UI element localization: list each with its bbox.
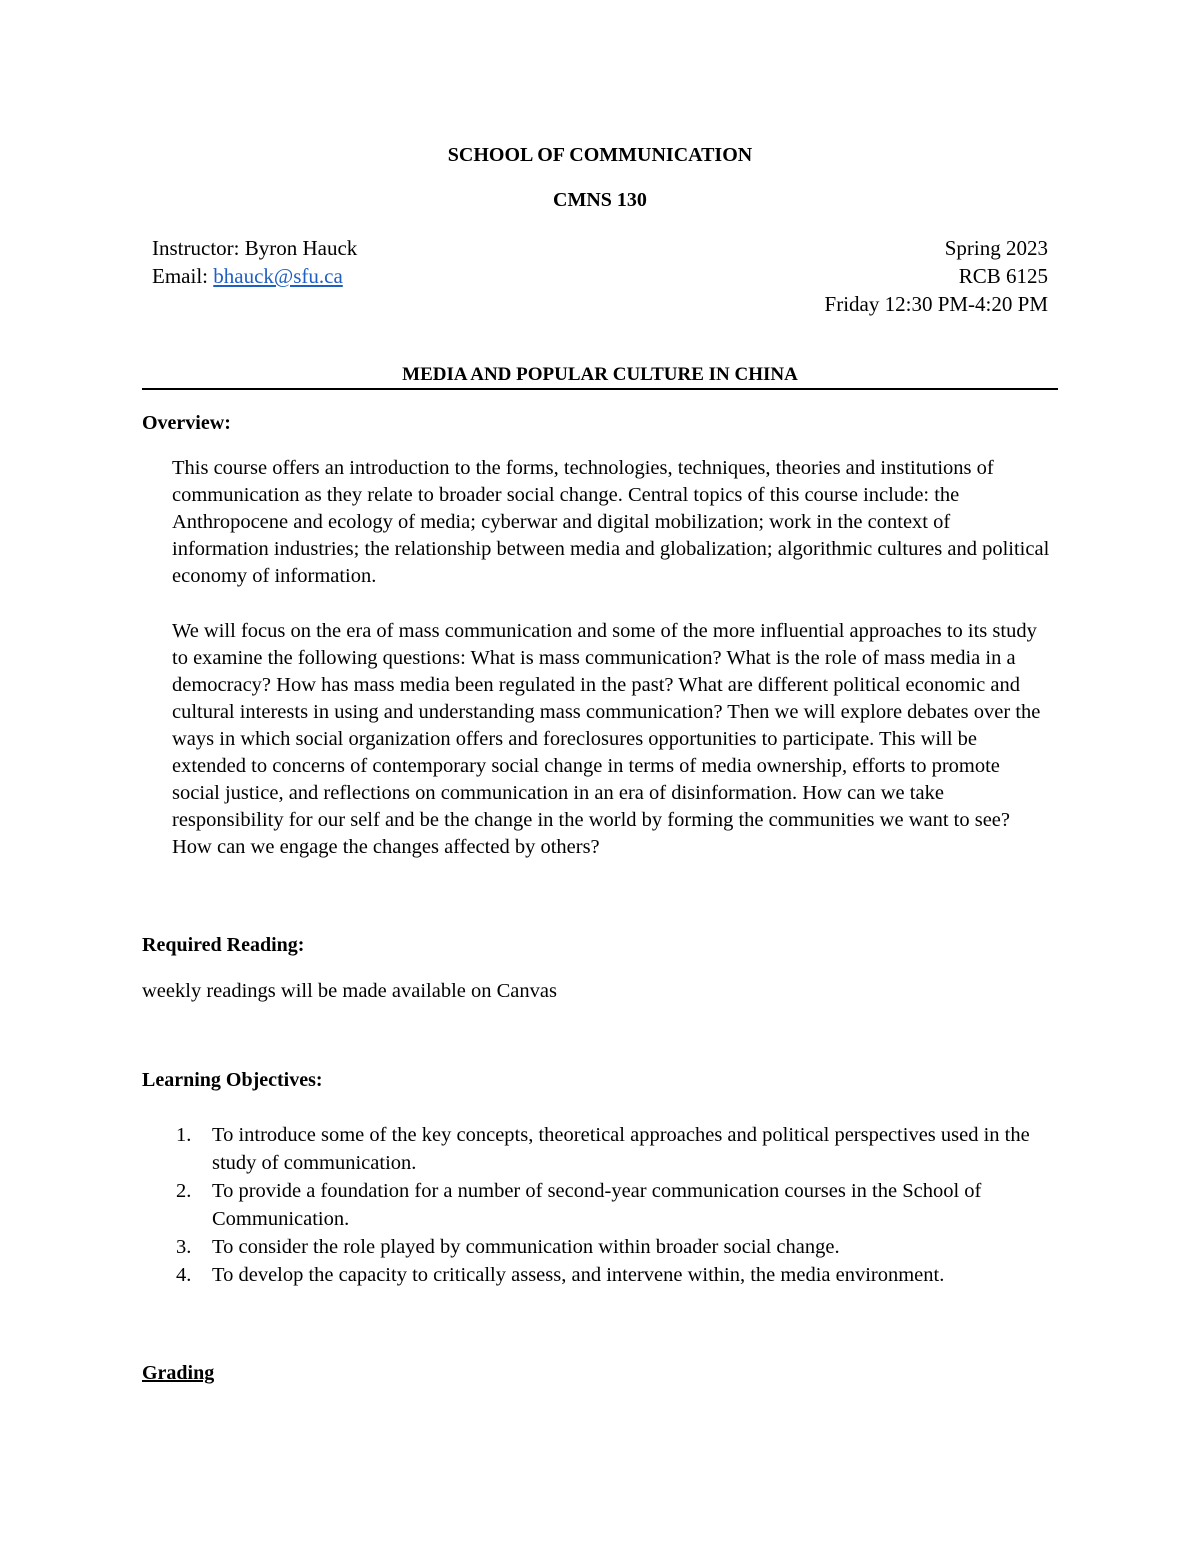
list-number: 2. <box>176 1180 192 1202</box>
email-line <box>152 262 357 290</box>
learning-objectives-heading: Learning Objectives: <box>142 1069 323 1091</box>
grading-heading: Grading <box>142 1362 215 1384</box>
list-number: 1. <box>176 1124 192 1146</box>
list-item-text: To provide a foundation for a number of second-year communication courses in the School of Communication. <box>212 1180 982 1230</box>
list-item-text: To develop the capacity to critically assess, and intervene within, the media environment. <box>212 1264 945 1286</box>
room: RCB 6125 <box>958 264 1048 288</box>
instructor-name: Instructor: Byron Hauck <box>152 236 358 260</box>
list-item <box>170 1121 1060 1177</box>
list-number: 4. <box>176 1264 192 1286</box>
overview-heading: Overview: <box>142 412 231 434</box>
list-item-text: To introduce some of the key concepts, theoretical approaches and political perspectives used in the study of communication. <box>212 1124 1030 1174</box>
required-reading-text: weekly readings will be made available on Canvas <box>142 980 557 1002</box>
term: Spring 2023 <box>944 236 1048 260</box>
list-item-text: To consider the role played by communication within broader social change. <box>212 1236 840 1258</box>
title-divider <box>142 388 1058 390</box>
class-time: Friday 12:30 PM-4:20 PM <box>824 292 1048 316</box>
schedule-info <box>825 234 1048 318</box>
course-code: CMNS 130 <box>553 189 647 211</box>
list-number: 3. <box>176 1236 192 1258</box>
email-link[interactable]: bhauck@sfu.ca <box>213 264 343 288</box>
instructor-info <box>152 234 357 290</box>
required-reading-heading: Required Reading: <box>142 934 305 956</box>
overview-paragraph-2: We will focus on the era of mass communication and some of the more influential approaches to its study to examine the following questions: What is mass communication? What is the role of mass media in a democracy? How has mass media been regulated in the past? What are different political economic and cultural interests in using and understanding mass communication? Then we will explore debates over the ways in which social organization offers and foreclosures opportunities to participate. This will be extended to concerns of contemporary social change in terms of media ownership, efforts to promote social justice, and reflections on communication in an era of disinformation. How can we take responsibility for our self and be the change in the world by forming the communities we want to see? How can we engage the changes affected by others? <box>172 620 1041 858</box>
list-item <box>170 1177 1060 1233</box>
list-item <box>170 1233 1060 1261</box>
email-label: Email: <box>152 264 214 288</box>
list-item <box>170 1261 1060 1289</box>
learning-objectives-list <box>170 1121 1060 1289</box>
course-title: MEDIA AND POPULAR CULTURE IN CHINA <box>402 364 798 385</box>
overview-paragraph-1: This course offers an introduction to the forms, technologies, techniques, theories and institutions of communication as they relate to broader social change. Central topics of this course include: the Anthropocene and ecology of media; cyberwar and digital mobilization; work in the context of information industries; the relationship between media and globalization; algorithmic cultures and political economy of information. <box>172 457 1050 587</box>
school-title: SCHOOL OF COMMUNICATION <box>447 144 753 166</box>
